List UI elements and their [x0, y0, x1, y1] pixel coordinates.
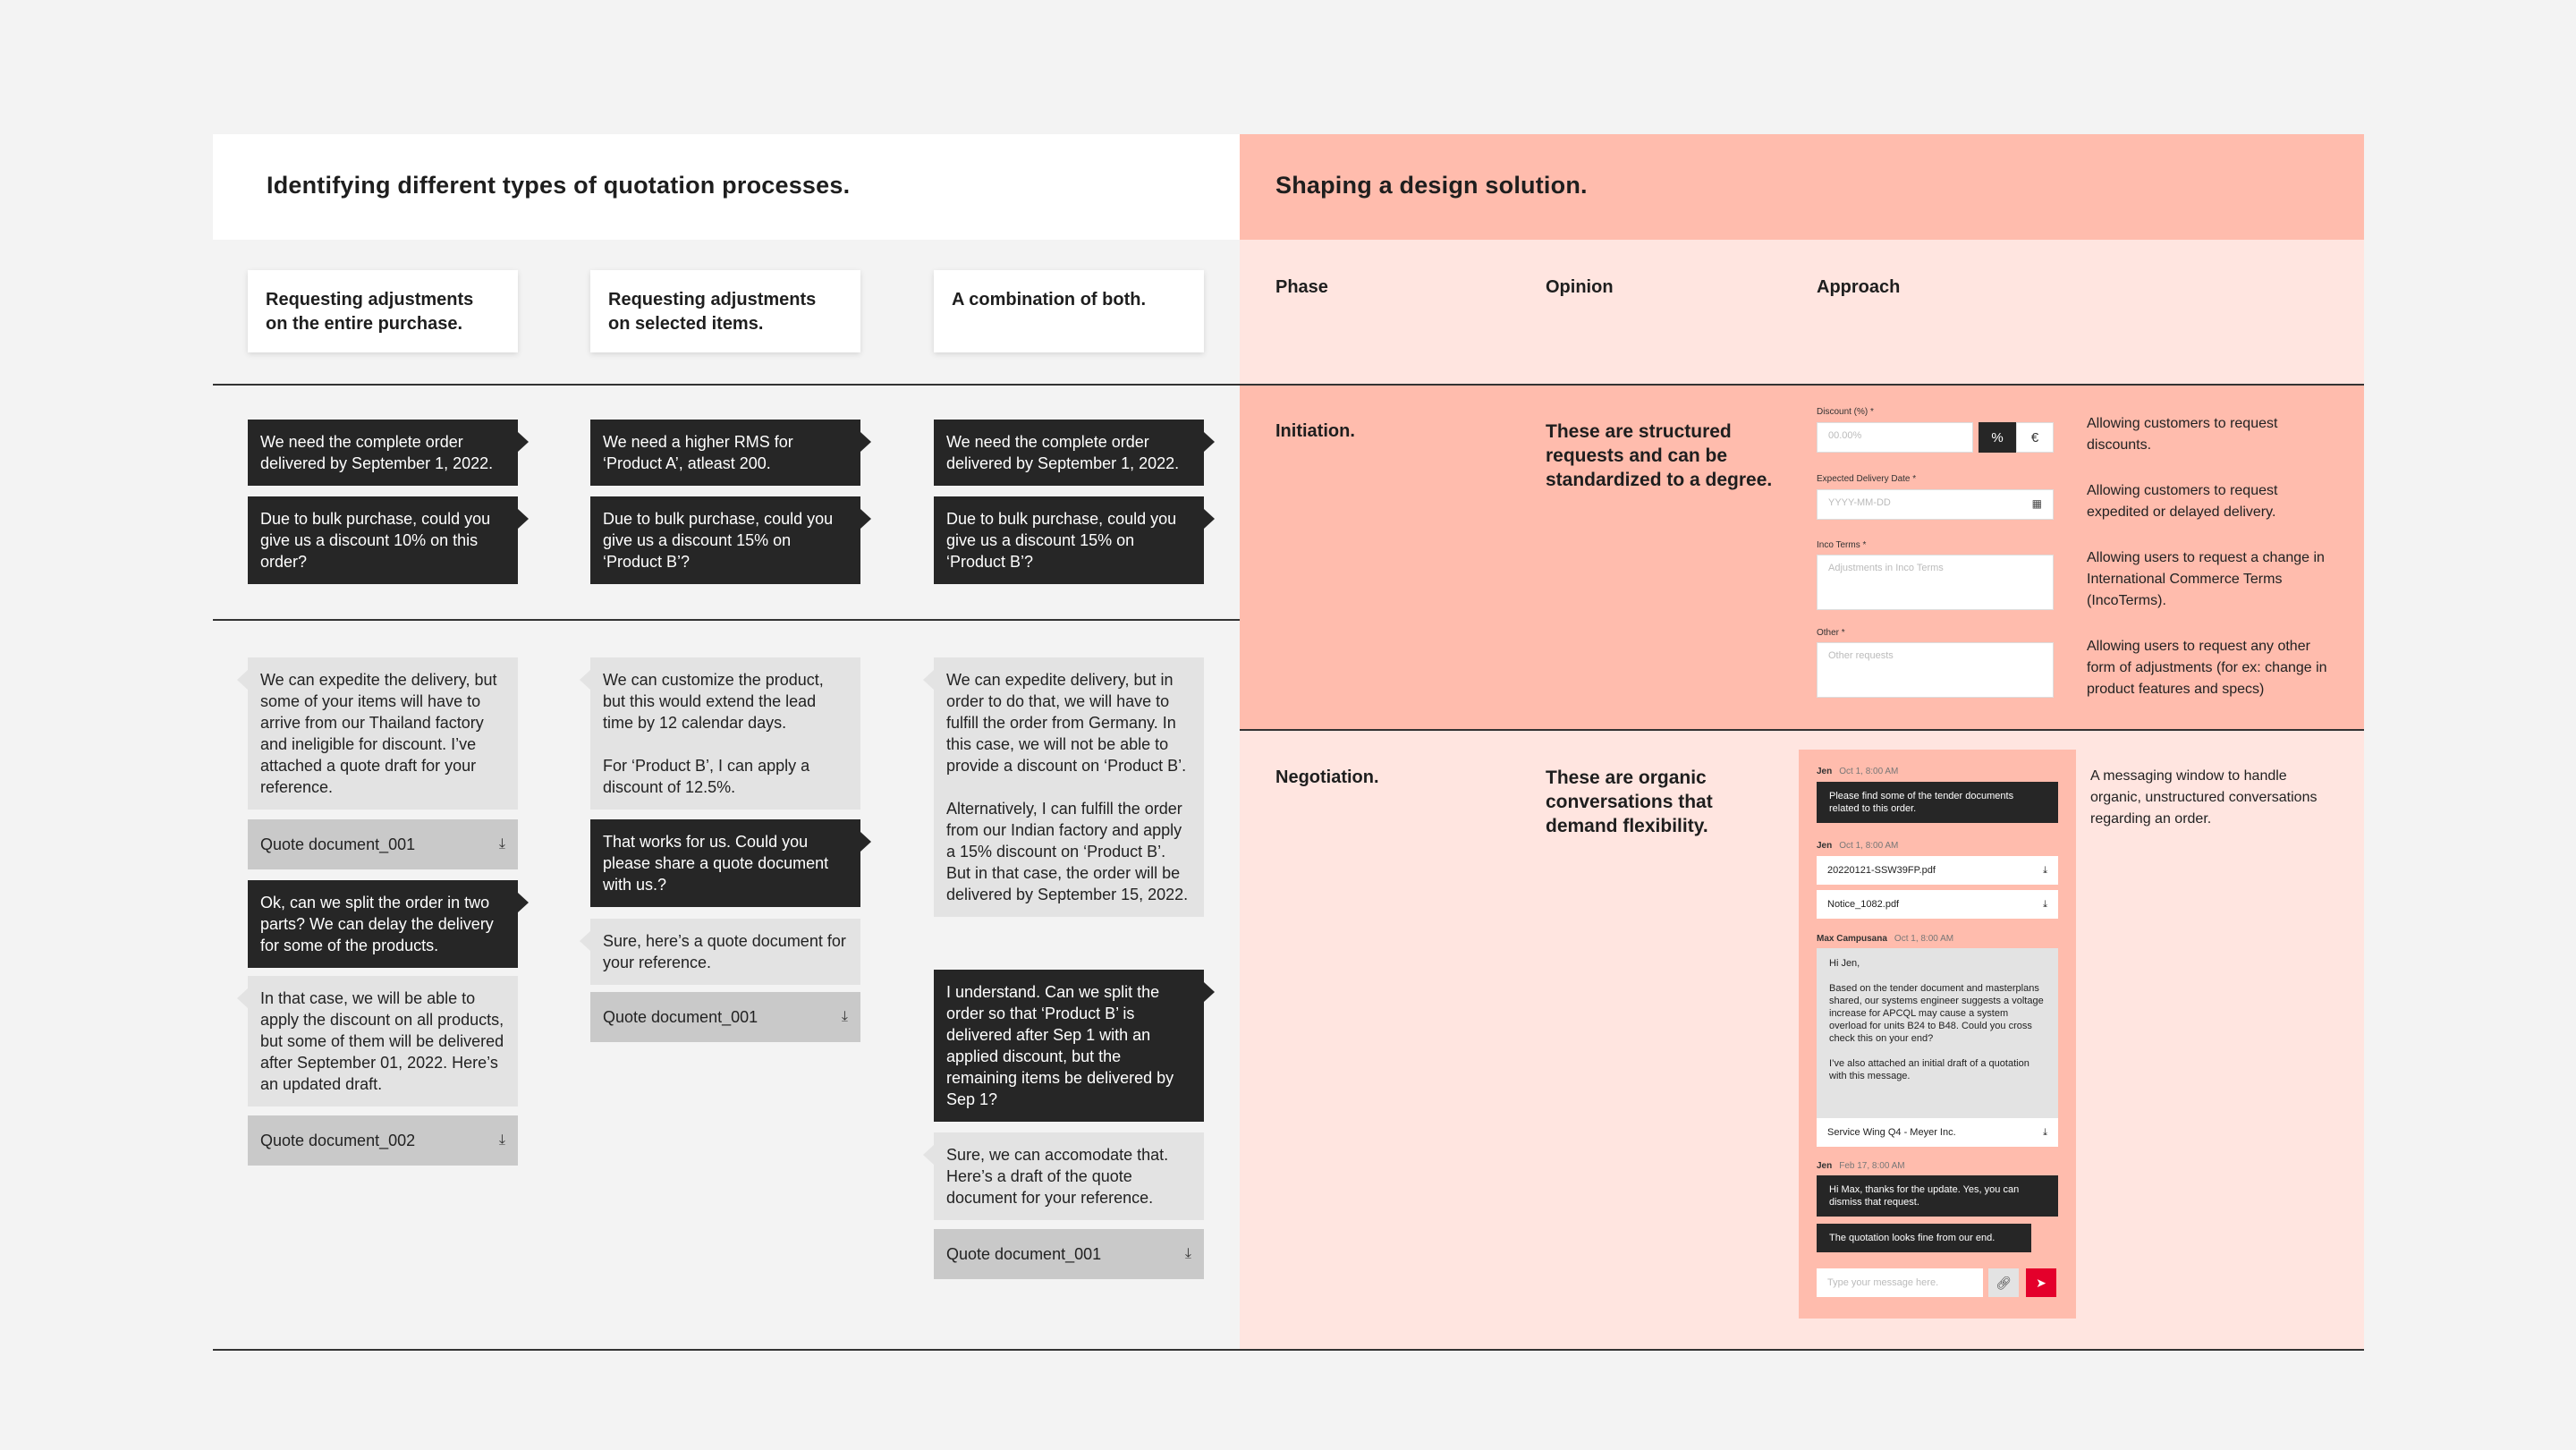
opinion-negotiation: These are organic conversations that demand flexibility.: [1546, 767, 1713, 836]
delivery-date-placeholder: YYYY-MM-DD: [1828, 497, 1891, 508]
download-icon[interactable]: ⤓: [841, 1009, 848, 1024]
download-icon[interactable]: ⤓: [2043, 898, 2047, 910]
download-icon[interactable]: ⤓: [2043, 864, 2047, 876]
request-bubble: That works for us. Could you please share a quote document with us.?: [590, 819, 860, 907]
reply-bubble: [934, 657, 1204, 917]
column-header-entire-purchase: Requesting adjustments on the entire purchase.: [248, 270, 518, 352]
reply-bubble: We can expedite the delivery, but some of your items will have to arrive from our Thailand factory and ineligible for discount. I’ve attached a quote draft for your reference.: [248, 657, 518, 810]
quote-document-label: Quote document_002: [260, 1131, 416, 1149]
inco-terms-textarea[interactable]: Adjustments in Inco Terms: [1817, 555, 2054, 610]
reply-bubble: [590, 657, 860, 810]
attachment-file[interactable]: [1817, 890, 2058, 919]
message-meta: Max Campusana Oct 1, 8:00 AM: [1817, 934, 1954, 944]
reply-text: We can customize the product, but this would extend the lead time by 12 calendar days.: [603, 671, 824, 732]
divider-requests: [213, 619, 1240, 621]
message-greeting: Hi Jen,: [1829, 958, 1860, 969]
approach-note-messaging: A messaging window to handle organic, unstructured conversations regarding an order.: [2090, 768, 2318, 827]
messaging-window: [1799, 750, 2076, 1319]
attach-icon[interactable]: 🔗︎: [1988, 1268, 2019, 1297]
quote-document-label: Quote document_001: [260, 835, 416, 853]
message-meta: Jen Oct 1, 8:00 AM: [1817, 767, 1899, 776]
message-body: Based on the tender document and masterplans shared, our systems engineer suggests a voltage increase for APCQL may cause a system overload for units B24 to B48. Could you cross check this on your end?: [1829, 983, 2044, 1044]
download-icon[interactable]: ⤓: [1184, 1246, 1191, 1261]
reply-bubble: In that case, we will be able to apply the discount on all products, but some of them will be delivered after September 01, 2022. Here’s an updated draft.: [248, 976, 518, 1107]
attachment-file-name: Service Wing Q4 - Meyer Inc.: [1827, 1127, 1956, 1138]
download-icon[interactable]: ⤓: [498, 1132, 505, 1148]
attachment-file[interactable]: [1817, 1118, 2058, 1147]
request-bubble: We need the complete order delivered by September 1, 2022.: [248, 420, 518, 486]
message-bubble-outgoing: Hi Max, thanks for the update. Yes, you can dismiss that request.: [1817, 1175, 2058, 1217]
quote-document[interactable]: [590, 992, 860, 1042]
approach-note-other: Allowing users to request any other form of adjustments (for ex: change in product features and specs): [2087, 639, 2327, 697]
message-tail: I’ve also attached an initial draft of a quotation with this message.: [1829, 1058, 2029, 1081]
left-title: Identifying different types of quotation processes.: [267, 172, 851, 199]
column-header-combination: A combination of both.: [934, 270, 1204, 352]
quote-document-label: Quote document_001: [946, 1244, 1102, 1263]
divider-bottom: [213, 1349, 2364, 1351]
divider-initiation: [1240, 729, 2364, 731]
message-meta: Jen Feb 17, 8:00 AM: [1817, 1161, 1905, 1171]
reply-text: Alternatively, I can fulfill the order from our Indian factory and apply a 15% discount on ‘Product B’. But in that case, the order will be delivered by September 15, 2022.: [946, 800, 1189, 903]
attachment-file-name: Notice_1082.pdf: [1827, 899, 1900, 910]
column-label-opinion: Opinion: [1546, 277, 1614, 297]
request-bubble: We need the complete order delivered by September 1, 2022.: [934, 420, 1204, 486]
reply-bubble: Sure, we can accomodate that. Here’s a draft of the quote document for your reference.: [934, 1132, 1204, 1220]
delivery-date-input[interactable]: [1817, 489, 2054, 520]
other-label: Other *: [1817, 628, 1845, 638]
request-bubble: I understand. Can we split the order so that ‘Product B’ is delivered after Sep 1 with an applied discount, but the remaining items be delivered by Sep 1?: [934, 970, 1204, 1122]
calendar-icon[interactable]: ▦: [2031, 497, 2042, 510]
reply-bubble: Sure, here’s a quote document for your reference.: [590, 919, 860, 985]
percent-toggle[interactable]: %: [1979, 422, 2016, 453]
attachment-file[interactable]: [1817, 856, 2058, 885]
discount-label: Discount (%) *: [1817, 407, 1874, 417]
send-icon[interactable]: ➤: [2026, 1268, 2056, 1297]
opinion-initiation: These are structured requests and can be standardized to a degree.: [1546, 421, 1773, 490]
message-bubble-outgoing: The quotation looks fine from our end.: [1817, 1224, 2031, 1252]
message-bubble-incoming: [1817, 948, 2058, 1118]
euro-toggle[interactable]: €: [2016, 422, 2054, 453]
divider-header: [213, 384, 2364, 386]
discount-input[interactable]: 00.00%: [1817, 422, 1973, 453]
request-bubble: We need a higher RMS for ‘Product A’, atleast 200.: [590, 420, 860, 486]
phase-negotiation: Negotiation.: [1275, 767, 1379, 787]
column-header-selected-items: Requesting adjustments on selected items.: [590, 270, 860, 352]
column-label-approach: Approach: [1817, 277, 1901, 297]
left-header-panel: [213, 134, 1240, 240]
attachment-file-name: 20220121-SSW39FP.pdf: [1827, 865, 1936, 876]
inco-terms-label: Inco Terms *: [1817, 540, 1867, 550]
quote-document[interactable]: [248, 1115, 518, 1166]
reply-text: For ‘Product B’, I can apply a discount of 12.5%.: [603, 757, 810, 796]
request-bubble: Ok, can we split the order in two parts? We can delay the delivery for some of the products.: [248, 880, 518, 968]
delivery-date-label: Expected Delivery Date *: [1817, 474, 1917, 484]
quote-document-label: Quote document_001: [603, 1007, 758, 1026]
phase-initiation: Initiation.: [1275, 421, 1355, 441]
quote-document[interactable]: [934, 1229, 1204, 1279]
quote-document[interactable]: [248, 819, 518, 869]
approach-note-incoterms: Allowing users to request a change in International Commerce Terms (IncoTerms).: [2087, 550, 2325, 608]
request-bubble: Due to bulk purchase, could you give us a discount 15% on ‘Product B’?: [934, 496, 1204, 584]
message-meta: Jen Oct 1, 8:00 AM: [1817, 841, 1899, 851]
right-header-panel: [1240, 134, 2364, 240]
request-bubble: Due to bulk purchase, could you give us a discount 15% on ‘Product B’?: [590, 496, 860, 584]
other-requests-textarea[interactable]: Other requests: [1817, 642, 2054, 698]
approach-note-discount: Allowing customers to request discounts.: [2087, 416, 2278, 453]
right-title: Shaping a design solution.: [1275, 172, 1588, 199]
message-bubble-outgoing: Please find some of the tender documents related to this order.: [1817, 782, 2058, 823]
reply-text: We can expedite delivery, but in order to do that, we will have to fulfill the order from Germany. In this case, we will not be able to provide a discount on ‘Product B’.: [946, 671, 1187, 775]
download-icon[interactable]: ⤓: [498, 836, 505, 852]
column-label-phase: Phase: [1275, 277, 1328, 297]
download-icon[interactable]: ⤓: [2043, 1126, 2047, 1138]
approach-note-delivery: Allowing customers to request expedited or delayed delivery.: [2087, 483, 2278, 520]
message-input[interactable]: Type your message here.: [1817, 1268, 1983, 1297]
request-bubble: Due to bulk purchase, could you give us a discount 10% on this order?: [248, 496, 518, 584]
